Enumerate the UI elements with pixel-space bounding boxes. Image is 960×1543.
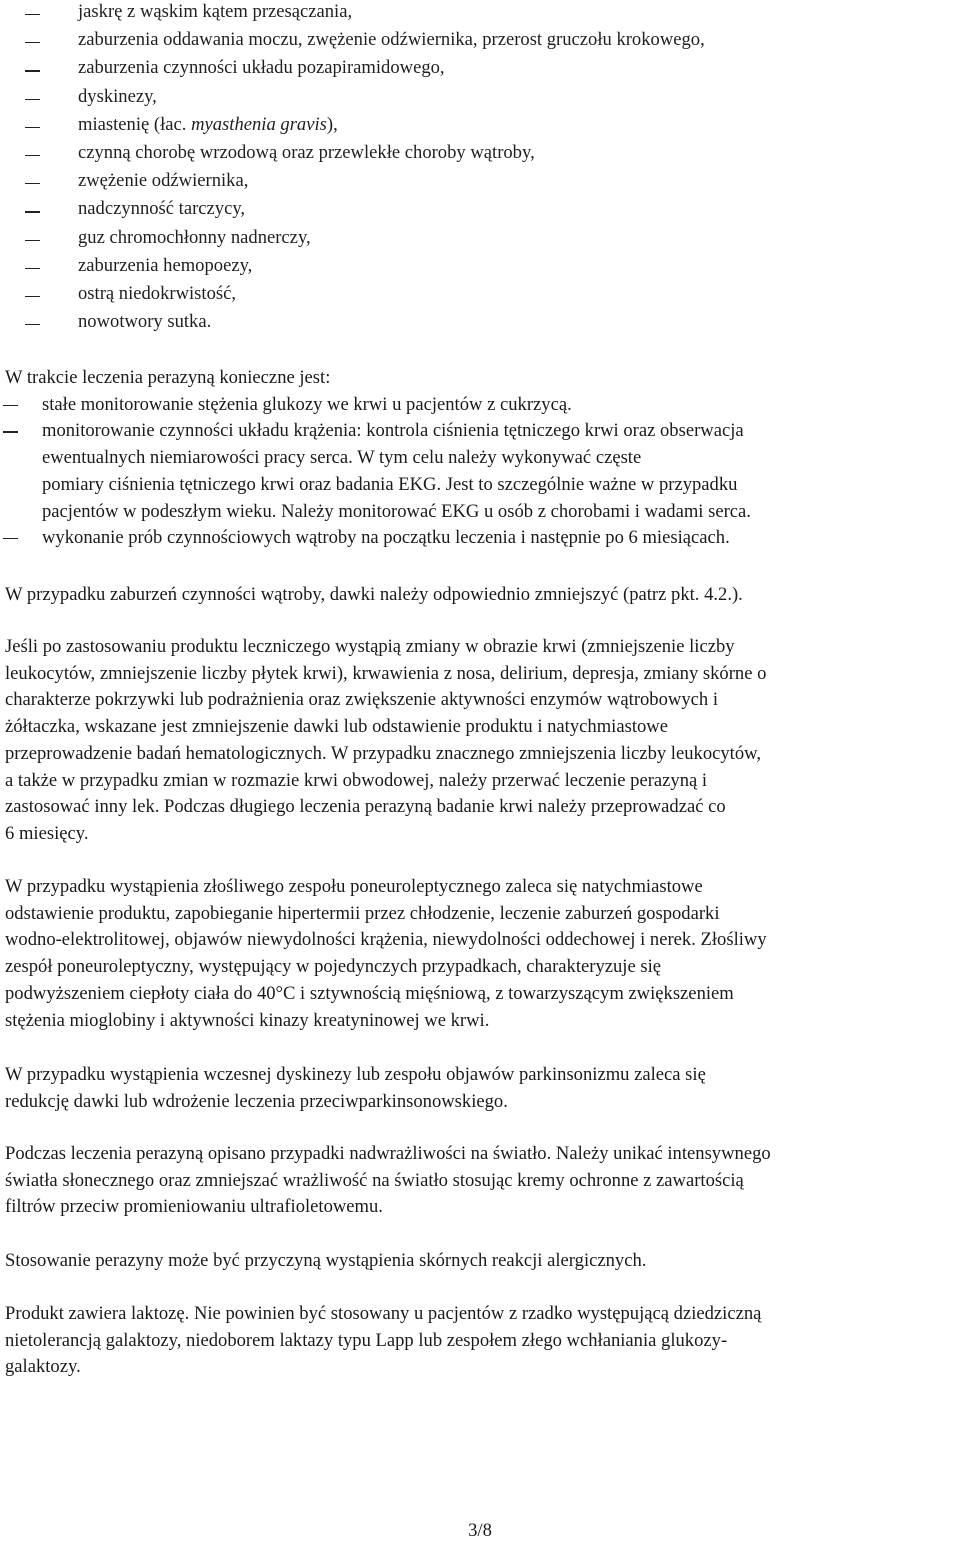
dash-bullet-icon [25, 42, 40, 43]
list-item [0, 226, 940, 254]
list-item [5, 392, 960, 419]
list-item-text: dyskinezy, [78, 85, 157, 107]
text-line: pacjentów w podeszłym wieku. Należy monitorować EKG u osób z chorobami i wadami serca. [42, 500, 751, 522]
list-item [0, 169, 940, 197]
text-line: nietolerancją galaktozy, niedoborem laktazy typu Lapp lub zespołem złego wchłaniania glukozy- [5, 1329, 728, 1351]
text-line: a także w przypadku zmian w rozmazie krwi obwodowej, należy przerwać leczenie perazyną i [5, 769, 708, 791]
text-line: pomiary ciśnienia tętniczego krwi oraz badania EKG. Jest to szczególnie ważne w przypadku [42, 473, 738, 495]
text-line: żółtaczka, wskazane jest zmniejszenie dawki lub odstawienie produktu i natychmiastowe [5, 716, 668, 738]
dash-bullet-icon [25, 183, 40, 184]
list-item-text: nowotwory sutka. [78, 311, 212, 333]
dash-bullet-icon [3, 431, 18, 432]
list-item [0, 28, 940, 56]
text-line: galaktozy. [5, 1356, 81, 1378]
dash-bullet-icon [25, 99, 40, 100]
dash-bullet-icon [3, 405, 18, 406]
dash-bullet-icon [25, 211, 40, 212]
dash-bullet-icon [25, 14, 40, 15]
dash-bullet-icon [25, 240, 40, 241]
list-item-text: ostrą niedokrwistość, [78, 282, 237, 304]
text-line: Jeśli po zastosowaniu produktu leczniczego wystąpią zmiany w obrazie krwi (zmniejszenie liczby [5, 636, 735, 657]
paragraph-lactose [5, 1301, 960, 1381]
text-line: leukocytów, zmniejszenie liczby płytek krwi), krwawienia z nosa, delirium, depresja, zmiany skórne o [5, 662, 767, 684]
list-item [0, 254, 940, 282]
text-line: W przypadku wystąpienia wczesnej dyskinezy lub zespołu objawów parkinsonizmu zaleca się [5, 1064, 706, 1085]
text-line: podwyższeniem ciepłoty ciała do 40°C i sztywnością mięśniową, z towarzyszącym zwiększeniem [5, 982, 734, 1004]
page-number: 3/8 [468, 1520, 492, 1541]
list-item [0, 85, 940, 113]
monitoring-list [5, 392, 960, 552]
list-item-text: miastenię (łac. myasthenia gravis), [78, 113, 338, 135]
list-item [0, 141, 940, 169]
monitoring-intro: W trakcie leczenia perazyną konieczne jest: [5, 367, 331, 388]
text-line: filtrów przeciw promieniowaniu ultrafioletowemu. [5, 1196, 383, 1218]
contraindication-list [0, 0, 940, 338]
text-line: Produkt zawiera laktozę. Nie powinien być stosowany u pacjentów z rzadko występującą dziedziczną [5, 1303, 762, 1324]
list-item [0, 282, 940, 310]
paragraph-dyskinesia [5, 1062, 960, 1115]
dash-bullet-icon [25, 70, 40, 71]
text-line: Stosowanie perazyny może być przyczyną wystąpienia skórnych reakcji alergicznych. [5, 1250, 647, 1271]
text-line: W przypadku wystąpienia złośliwego zespołu poneuroleptycznego zaleca się natychmiastowe [5, 876, 703, 897]
list-item-text: jaskrę z wąskim kątem przesączania, [78, 1, 353, 22]
text-line: zastosować inny lek. Podczas długiego leczenia perazyną badanie krwi należy przeprowadzać co [5, 796, 726, 818]
paragraph-photosensitivity [5, 1141, 960, 1221]
text-line: Podczas leczenia perazyną opisano przypadki nadwrażliwości na światło. Należy unikać intensywnego [5, 1143, 771, 1164]
text-line: W przypadku zaburzeń czynności wątroby, dawki należy odpowiednio zmniejszyć (patrz pkt. 4.2.). [5, 584, 743, 605]
dash-bullet-icon [3, 538, 18, 539]
list-item [5, 418, 960, 525]
list-item [0, 0, 940, 28]
list-item [0, 197, 940, 225]
dash-bullet-icon [25, 127, 40, 128]
text-line: charakterze pokrzywki lub podrażnienia oraz zwiększenie aktywności enzymów wątrobowych i [5, 689, 718, 711]
dash-bullet-icon [25, 324, 40, 325]
list-item-text: nadczynność tarczycy, [78, 198, 246, 220]
text-line: wykonanie prób czynnościowych wątroby na początku leczenia i następnie po 6 miesiącach. [42, 527, 730, 549]
dash-bullet-icon [25, 155, 40, 156]
list-item-text: zaburzenia hemopoezy, [78, 254, 253, 276]
text-line: światła słonecznego oraz zmniejszać wrażliwość na światło stosując kremy ochronne z zawartością [5, 1169, 744, 1191]
list-item [5, 525, 960, 552]
list-item-text: zaburzenia czynności układu pozapiramidowego, [78, 57, 445, 79]
list-item [0, 113, 940, 141]
paragraph-liver [5, 582, 960, 609]
paragraph-allergy [5, 1248, 960, 1275]
text-line: wodno-elektrolitowej, objawów niewydolności krążenia, niewydolności oddechowej i nerek. Złośliwy [5, 929, 767, 951]
list-item [0, 310, 940, 338]
text-line: przeprowadzenie badań hematologicznych. W przypadku znacznego zmniejszenia liczby leukocytów, [5, 742, 761, 764]
text-line: 6 miesięcy. [5, 822, 89, 844]
text-line: zespół poneuroleptyczny, występujący w pojedynczych przypadkach, charakteryzuje się [5, 956, 662, 978]
text-line: redukcję dawki lub wdrożenie leczenia przeciwparkinsonowskiego. [5, 1090, 508, 1112]
text-line: stałe monitorowanie stężenia glukozy we krwi u pacjentów z cukrzycą. [42, 393, 572, 415]
text-line: stężenia mioglobiny i aktywności kinazy kreatyninowej we krwi. [5, 1009, 490, 1031]
text-line: monitorowanie czynności układu krążenia: kontrola ciśnienia tętniczego krwi oraz obserwacja [42, 420, 744, 442]
list-item [0, 56, 940, 84]
list-item-text: guz chromochłonny nadnerczy, [78, 226, 311, 248]
list-item-text: zwężenie odźwiernika, [78, 170, 249, 192]
list-item-text: czynną chorobę wrzodową oraz przewlekłe choroby wątroby, [78, 141, 535, 163]
monitoring-section [5, 365, 960, 552]
dash-bullet-icon [25, 296, 40, 297]
text-line: ewentualnych niemiarowości pracy serca. W tym celu należy wykonywać częste [42, 447, 642, 469]
paragraph-nms [5, 874, 960, 1034]
list-item-text: zaburzenia oddawania moczu, zwężenie odźwiernika, przerost gruczołu krokowego, [78, 29, 705, 51]
dash-bullet-icon [25, 268, 40, 269]
paragraph-blood [5, 634, 960, 848]
text-line: odstawienie produktu, zapobieganie hipertermii przez chłodzenie, leczenie zaburzeń gospodarki [5, 902, 720, 924]
